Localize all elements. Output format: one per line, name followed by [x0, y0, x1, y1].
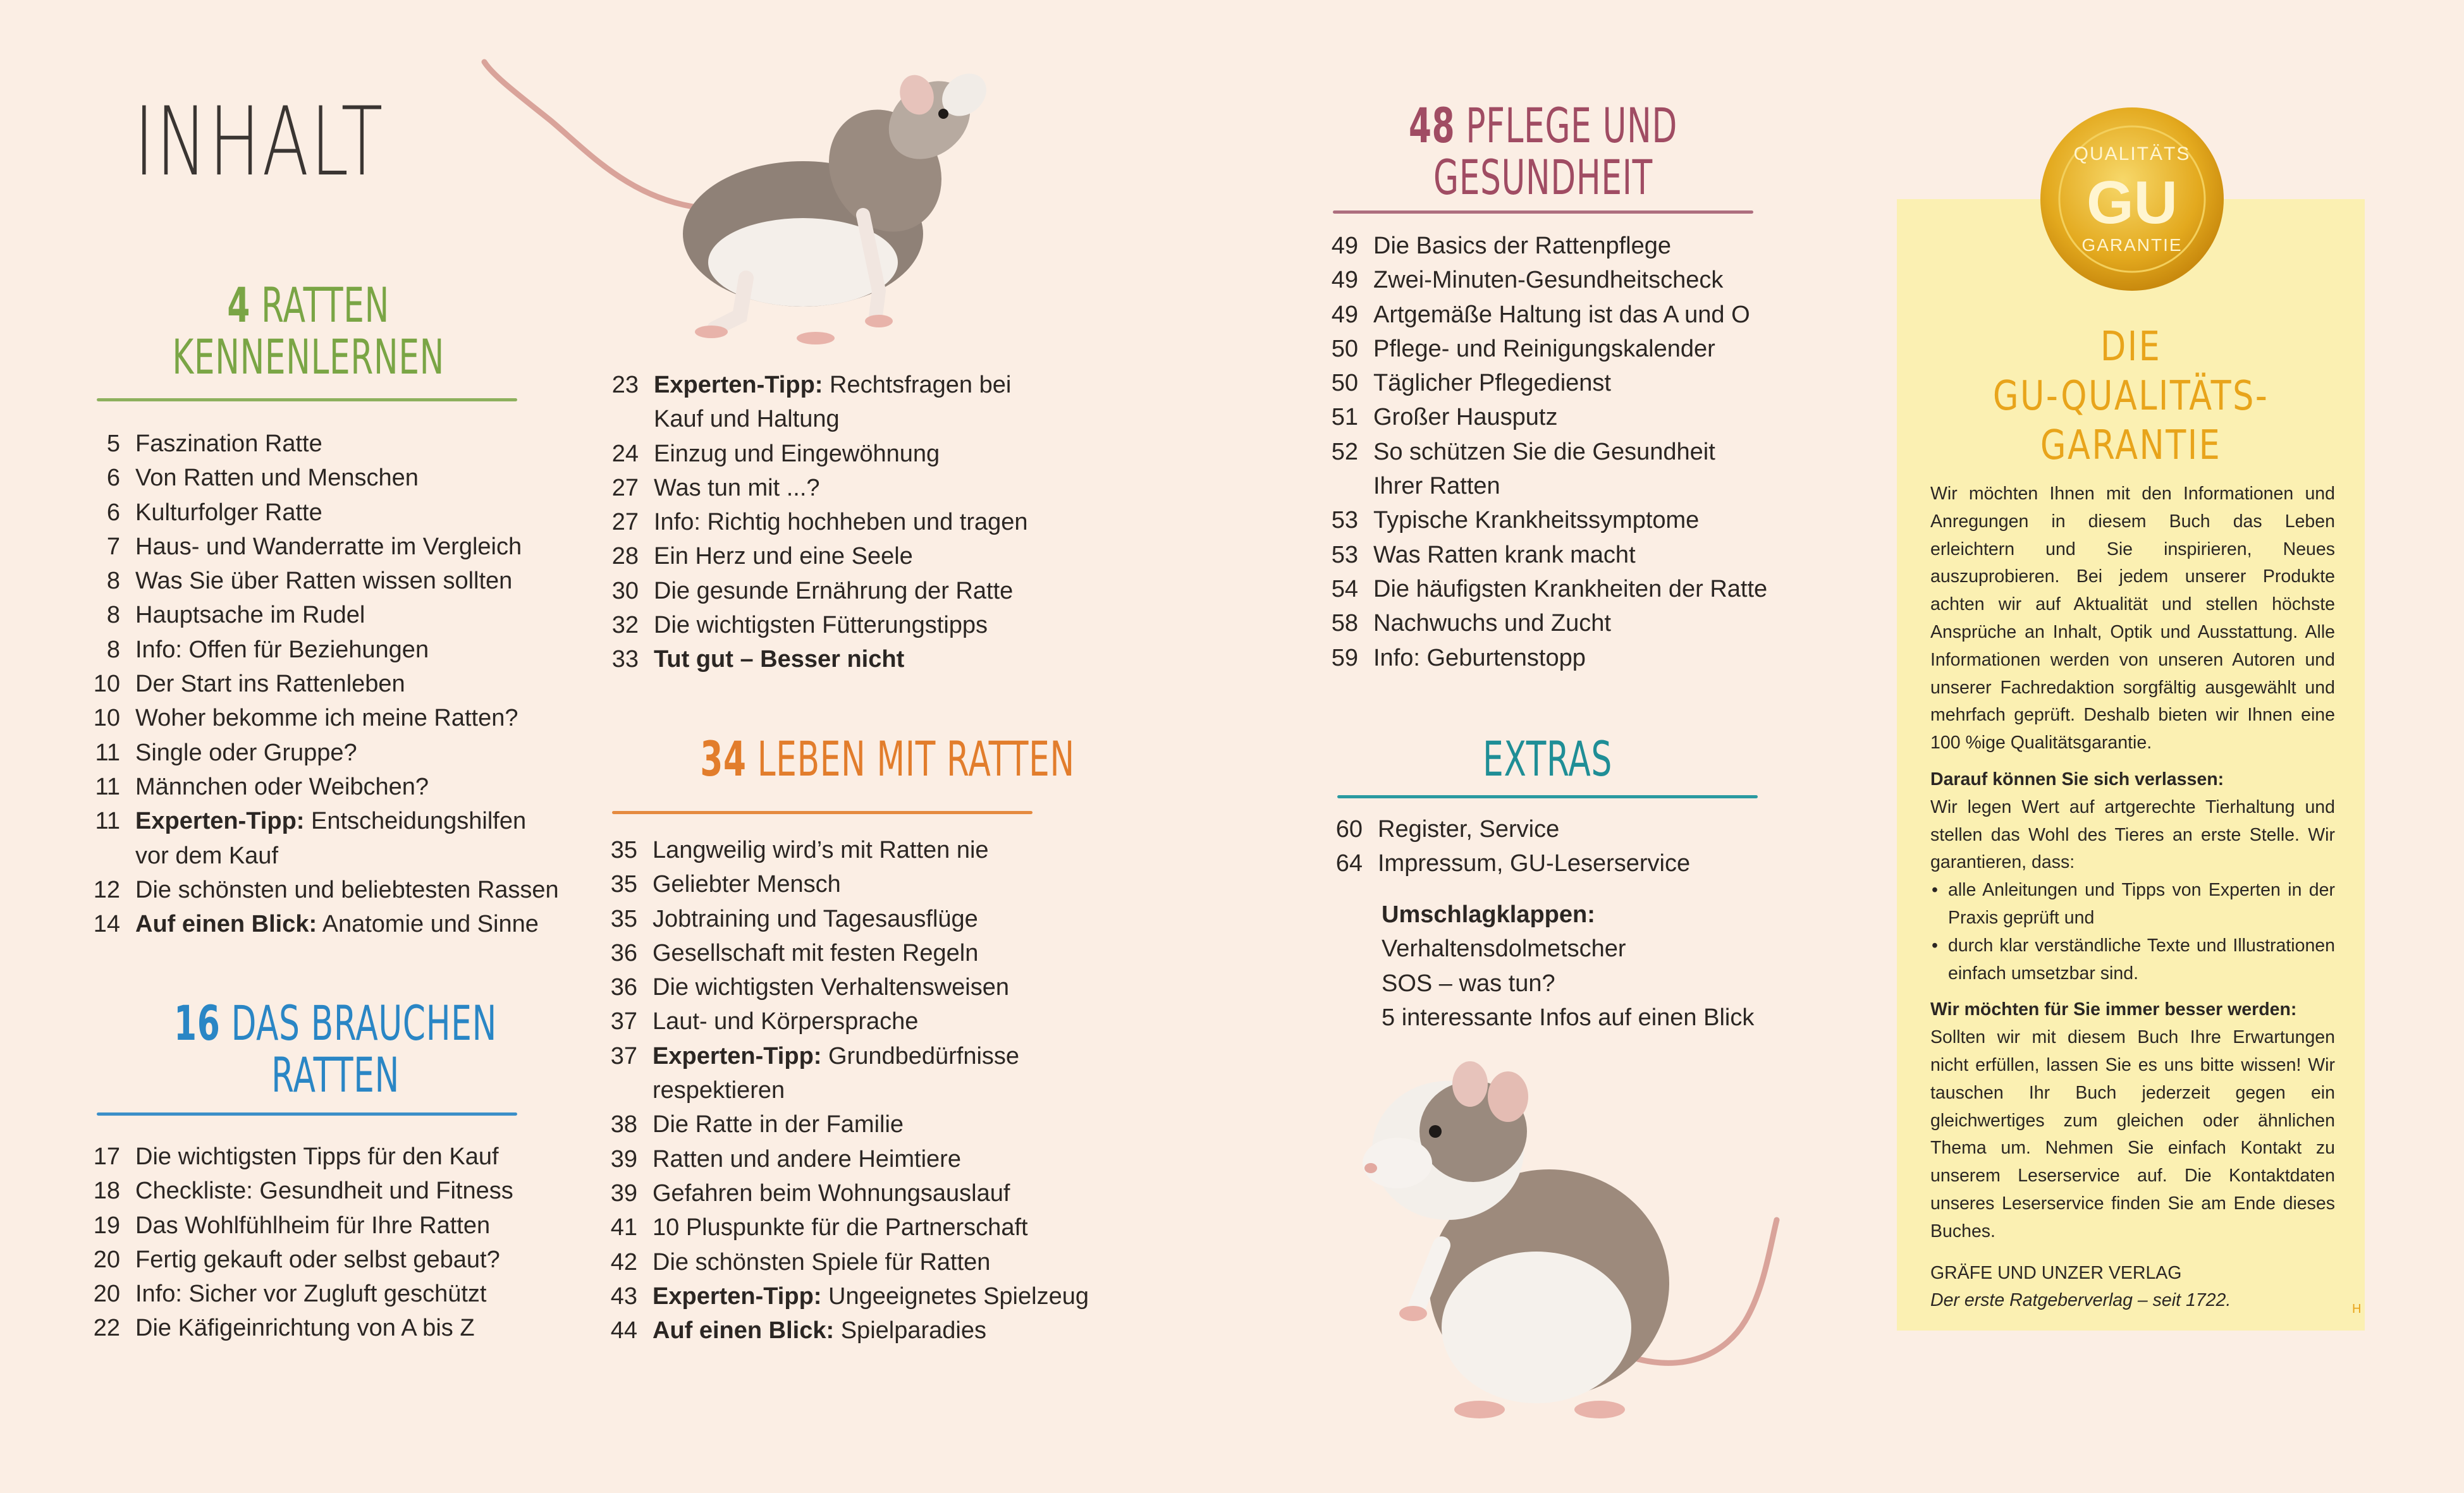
toc-entry-title: Nachwuchs und Zucht	[1373, 610, 1611, 637]
toc-entry-text	[135, 873, 569, 907]
toc-entry-text	[653, 1176, 1080, 1210]
toc-entry-text	[1373, 366, 1801, 400]
toc-entry-title: Zwei-Minuten-Gesundheitscheck	[1373, 267, 1724, 294]
toc-entry-label: Experten-Tipp:	[653, 1042, 822, 1069]
toc-page-number: 27	[611, 509, 639, 536]
toc-entry-title: Gesellschaft mit festen Regeln	[653, 939, 979, 966]
toc-entry-title: Rechtsfragen bei	[823, 372, 1012, 398]
toc-entry-text	[654, 505, 1088, 539]
toc-entry	[89, 736, 569, 770]
toc-entry-title: Laut- und Körpersprache	[653, 1008, 919, 1035]
toc-entry	[1320, 400, 1801, 434]
toc-entry-text	[135, 598, 569, 632]
toc-entry-text	[135, 736, 569, 770]
toc-entry-label: Experten-Tipp:	[653, 1283, 822, 1310]
toc-entry	[89, 804, 569, 873]
toc-entry-title: Was Sie über Ratten wissen sollten	[135, 568, 513, 595]
guarantee-intro: Wir möchten Ihnen mit den Informationen und Anregungen in diesem Buch das Leben erleichtern und Sie inspirieren, Neues auszuprobieren. Bei jedem unserer Produkte achten wir auf Aktualität und stellen höchste Ansprüche an Inhalt, Optik und Ausstattung. Alle Informationen werden von unseren Autoren und unserer Fachredaktion sorgfältig ausgewählt und mehrfach geprüft. Deshalb bieten wir Ihnen eine 100 %ige Qualitätsgarantie.	[1930, 484, 2335, 753]
toc-entry-title: Grundbedürfnisse	[821, 1042, 1020, 1069]
toc-entry	[1320, 298, 1801, 332]
toc-entry	[599, 1039, 1080, 1108]
toc-entry	[607, 437, 1088, 471]
toc-entry-text	[135, 461, 569, 495]
toc-entry-text	[135, 1174, 569, 1208]
toc-page-number: 8	[106, 568, 120, 595]
toc-entry-text	[1373, 332, 1801, 366]
toc-entry-text	[1373, 641, 1801, 675]
toc-entry-title: Haus- und Wanderratte im Vergleich	[135, 533, 522, 560]
toc-entry-text	[135, 427, 569, 461]
toc-entry-title: Info: Geburtenstopp	[1373, 644, 1586, 671]
toc-entry	[1320, 572, 1801, 606]
toc-entry	[89, 1174, 569, 1208]
toc-list-leben	[599, 833, 1089, 1348]
section-rule-brauchen	[97, 1112, 517, 1116]
rat-top-illustration	[474, 51, 1031, 354]
toc-page-number: 36	[610, 974, 637, 1001]
toc-entry-title: Faszination Ratte	[135, 430, 322, 457]
toc-entry-label: Experten-Tipp:	[135, 808, 305, 835]
section-heading-extras: EXTRAS	[1483, 731, 1612, 787]
toc-entry-text	[653, 867, 1080, 901]
toc-entry	[607, 642, 1088, 676]
toc-entry-title: Die Käfigeinrichtung von A bis Z	[135, 1315, 475, 1342]
toc-list-extras	[1325, 812, 1805, 881]
publisher-tagline: Der erste Ratgeberverlag – seit 1722.	[1930, 1290, 2231, 1311]
toc-page-number: 20	[93, 1246, 120, 1273]
toc-entry-title: Hauptsache im Rudel	[135, 602, 365, 629]
toc-entry	[89, 564, 569, 598]
toc-entry-text	[653, 833, 1080, 867]
toc-page-number: 59	[1331, 644, 1358, 671]
toc-page-number: 10	[93, 705, 120, 732]
toc-entry	[89, 770, 569, 804]
toc-page-number: 35	[610, 905, 637, 932]
cover-flap-item: Verhaltensdolmetscher	[1382, 935, 1626, 963]
toc-entry-label: Auf einen Blick:	[135, 911, 317, 938]
toc-page-number: 43	[610, 1283, 637, 1310]
guarantee-heading-1: Darauf können Sie sich verlassen:	[1930, 769, 2224, 789]
toc-entry-text	[653, 970, 1080, 1004]
toc-entry	[599, 1004, 1080, 1039]
toc-entry-text	[1373, 298, 1801, 332]
toc-entry	[89, 461, 569, 495]
page-title: INHALT	[134, 87, 385, 197]
side-mark: H	[2352, 1302, 2362, 1316]
toc-page-number: 49	[1331, 233, 1358, 259]
toc-page-number: 49	[1331, 267, 1358, 294]
toc-entry-title: Die schönsten Spiele für Ratten	[653, 1248, 991, 1276]
toc-entry-text	[653, 936, 1080, 970]
toc-entry-title: Die Ratte in der Familie	[653, 1111, 904, 1138]
toc-entry	[1325, 812, 1805, 846]
toc-entry-text	[654, 368, 1088, 437]
toc-entry-title: Ein Herz und eine Seele	[654, 543, 913, 570]
toc-page-number: 37	[610, 1042, 637, 1069]
toc-entry-text	[654, 437, 1088, 471]
toc-list-kennenlernen	[89, 427, 569, 941]
toc-entry-title: Die wichtigsten Verhaltensweisen	[653, 974, 1009, 1001]
toc-page-number: 38	[610, 1111, 637, 1138]
toc-entry-text	[1373, 572, 1801, 606]
toc-entry	[599, 936, 1080, 970]
toc-entry	[599, 1245, 1080, 1279]
toc-entry	[599, 902, 1080, 936]
toc-page-number: 7	[106, 533, 120, 560]
toc-page-number: 22	[93, 1315, 120, 1342]
toc-page-number: 60	[1335, 816, 1363, 843]
toc-page-number: 37	[610, 1008, 637, 1035]
toc-page-number: 51	[1331, 404, 1358, 431]
toc-entry-title: Jobtraining und Tagesausflüge	[653, 905, 978, 932]
toc-entry-text	[654, 539, 1088, 573]
toc-entry-text	[1373, 435, 1801, 504]
toc-page-number: 8	[106, 636, 120, 663]
toc-entry	[1320, 503, 1801, 537]
toc-entry	[599, 867, 1080, 901]
toc-entry	[1320, 641, 1801, 675]
toc-entry-title: Woher bekomme ich meine Ratten?	[135, 705, 518, 732]
toc-entry	[599, 1142, 1080, 1176]
toc-entry-title: Ungeeignetes Spielzeug	[821, 1283, 1089, 1310]
toc-entry-text	[653, 1142, 1080, 1176]
publisher-name: GRÄFE UND UNZER VERLAG	[1930, 1262, 2182, 1283]
toc-entry-text	[135, 1243, 569, 1277]
toc-entry-continuation: vor dem Kauf	[135, 842, 278, 869]
toc-entry-text	[135, 633, 569, 667]
toc-page-number: 11	[95, 739, 120, 766]
toc-entry-label: Auf einen Blick:	[653, 1317, 835, 1344]
cover-flap-item: 5 interessante Infos auf einen Blick	[1382, 1004, 1755, 1031]
toc-entry-text	[135, 530, 569, 564]
toc-entry	[89, 1311, 569, 1345]
toc-entry-text	[653, 1313, 1080, 1348]
toc-entry-continuation: Ihrer Ratten	[1373, 473, 1500, 500]
toc-entry-title: Single oder Gruppe?	[135, 739, 357, 766]
toc-entry-text	[135, 701, 569, 735]
toc-entry	[1320, 538, 1801, 572]
section-rule-kennenlernen	[97, 398, 517, 401]
toc-entry-text	[135, 667, 569, 701]
toc-entry	[599, 1313, 1080, 1348]
toc-entry-title: Register, Service	[1378, 816, 1560, 843]
toc-entry	[89, 1243, 569, 1277]
toc-entry-label: Experten-Tipp:	[654, 372, 823, 398]
toc-entry	[607, 608, 1088, 642]
toc-entry-text	[654, 642, 1088, 676]
toc-entry-title: Checkliste: Gesundheit und Fitness	[135, 1178, 513, 1205]
toc-entry-text	[653, 902, 1080, 936]
toc-page-number: 58	[1331, 610, 1358, 637]
toc-page-number: 42	[610, 1248, 637, 1276]
toc-page-number: 50	[1331, 370, 1358, 397]
toc-entry-title: Info: Sicher vor Zugluft geschützt	[135, 1281, 487, 1308]
toc-entry	[1320, 435, 1801, 504]
toc-entry-title: Entscheidungshilfen	[304, 808, 527, 835]
toc-page-number: 33	[611, 646, 639, 673]
toc-page-number: 18	[93, 1178, 120, 1205]
toc-page-number: 36	[610, 939, 637, 966]
toc-entry-title: So schützen Sie die Gesundheit	[1373, 438, 1715, 465]
toc-page-number: 54	[1331, 575, 1358, 602]
toc-entry-text	[653, 1039, 1080, 1108]
guarantee-paragraph-1: Wir legen Wert auf artgerechte Tierhaltung und stellen das Wohl des Tieres an erste Stelle. Wir garantieren, dass:	[1930, 796, 2335, 873]
toc-entry	[89, 1140, 569, 1174]
toc-entry	[599, 1279, 1089, 1313]
toc-entry-continuation: respektieren	[653, 1077, 785, 1104]
toc-entry-title: Der Start ins Rattenleben	[135, 671, 405, 698]
toc-entry	[89, 1209, 569, 1243]
toc-entry-text	[1373, 229, 1801, 263]
toc-entry-title: Einzug und Eingewöhnung	[654, 440, 940, 467]
toc-entry-title: Info: Richtig hochheben und tragen	[654, 509, 1028, 536]
toc-entry-text	[654, 574, 1088, 608]
toc-entry	[1320, 606, 1801, 640]
toc-entry-title: Langweilig wird’s mit Ratten nie	[653, 837, 989, 863]
section-rule-pflege	[1333, 210, 1753, 214]
toc-entry-title: Die wichtigsten Fütterungstipps	[654, 612, 988, 639]
toc-entry	[89, 907, 569, 941]
toc-page-number: 14	[93, 911, 120, 938]
toc-page-number: 35	[610, 871, 637, 898]
toc-entry	[89, 530, 569, 564]
toc-page-number: 10	[93, 671, 120, 698]
toc-page-number: 30	[611, 577, 639, 604]
toc-entry-title: Artgemäße Haltung ist das A und O	[1373, 301, 1750, 328]
toc-entry	[1325, 846, 1805, 881]
section-rule-extras	[1337, 795, 1758, 798]
toc-entry	[89, 873, 569, 907]
toc-entry	[89, 496, 569, 530]
toc-entry-title: Geliebter Mensch	[653, 871, 841, 898]
toc-entry-text	[1378, 812, 1805, 846]
toc-page-number: 44	[610, 1317, 637, 1344]
toc-page-number: 11	[95, 808, 120, 835]
toc-entry-title: Impressum, GU-Leserservice	[1378, 850, 1691, 877]
toc-entry-title: Die Basics der Rattenpflege	[1373, 233, 1672, 259]
toc-page-number: 35	[610, 837, 637, 863]
toc-entry-text	[135, 907, 569, 941]
toc-page-number: 28	[611, 543, 639, 570]
toc-entry	[607, 574, 1088, 608]
toc-page-number: 49	[1331, 301, 1358, 328]
toc-entry-text	[653, 1210, 1080, 1245]
toc-entry-text	[1373, 503, 1801, 537]
toc-entry-title: Typische Krankheitssymptome	[1373, 507, 1700, 534]
toc-entry	[607, 539, 1088, 573]
toc-entry	[89, 633, 569, 667]
toc-list-brauchen-continued	[607, 368, 1088, 677]
toc-page-number: 50	[1331, 335, 1358, 362]
toc-entry-title: Die schönsten und beliebtesten Rassen	[135, 876, 559, 903]
toc-page-number: 39	[610, 1145, 637, 1173]
toc-entry	[607, 368, 1088, 437]
toc-list-brauchen	[89, 1140, 569, 1346]
toc-entry-text	[653, 1107, 1080, 1142]
toc-page-number: 23	[611, 372, 639, 398]
toc-entry-text	[135, 770, 569, 804]
section-heading-brauchen: 16 DAS BRAUCHEN RATTEN	[174, 995, 497, 1103]
guarantee-title: DIE GU-QUALITÄTS- GARANTIE	[1992, 324, 2269, 469]
toc-entry-continuation: Kauf und Haltung	[654, 406, 840, 433]
toc-entry-title: Spielparadies	[834, 1317, 986, 1344]
guarantee-bullet: • durch klar verständliche Texte und Illustrationen einfach umsetzbar sind.	[1948, 932, 2335, 988]
toc-page-number: 17	[93, 1143, 120, 1170]
toc-page-number: 11	[95, 773, 120, 800]
toc-entry	[599, 1107, 1080, 1142]
toc-entry	[607, 505, 1088, 539]
toc-page-number: 5	[106, 430, 120, 457]
toc-entry-text	[135, 1311, 569, 1345]
toc-entry-text	[1373, 538, 1801, 572]
toc-list-pflege	[1320, 229, 1801, 675]
toc-entry-title: Großer Hausputz	[1373, 404, 1558, 431]
toc-entry-title: Die gesunde Ernährung der Ratte	[654, 577, 1014, 604]
toc-page-number: 64	[1335, 850, 1363, 877]
toc-page-number: 52	[1331, 438, 1358, 465]
section-rule-leben	[612, 811, 1033, 814]
svg-text:GARANTIE: GARANTIE	[2081, 235, 2183, 255]
toc-entry-title: Die häufigsten Krankheiten der Ratte	[1373, 575, 1768, 602]
guarantee-bullet: • alle Anleitungen und Tipps von Experten in der Praxis geprüft und	[1948, 877, 2335, 932]
toc-entry-text	[135, 1209, 569, 1243]
section-heading-pflege: 48 PFLEGE UND GESUNDHEIT	[1409, 97, 1677, 205]
toc-page-number: 20	[93, 1281, 120, 1308]
cover-flaps-label: Umschlagklappen:	[1382, 901, 1595, 928]
toc-page-number: 53	[1331, 541, 1358, 568]
toc-entry-text	[653, 1004, 1080, 1039]
toc-entry-title: Die wichtigsten Tipps für den Kauf	[135, 1143, 499, 1170]
toc-entry-title: Kulturfolger Ratte	[135, 499, 322, 526]
toc-entry-text	[654, 471, 1088, 505]
toc-entry-text	[135, 564, 569, 598]
toc-page-number: 6	[106, 465, 120, 492]
toc-page-number: 41	[610, 1214, 637, 1241]
toc-page-number: 39	[610, 1179, 637, 1207]
quality-seal-icon	[2037, 104, 2227, 294]
toc-entry-title: Info: Offen für Beziehungen	[135, 636, 429, 663]
toc-entry	[607, 471, 1088, 505]
toc-entry	[1320, 366, 1801, 400]
cover-flap-item: SOS – was tun?	[1382, 970, 1555, 997]
guarantee-heading-2: Wir möchten für Sie immer besser werden:	[1930, 999, 2297, 1020]
toc-entry-title: Pflege- und Reinigungskalender	[1373, 335, 1715, 362]
toc-entry-title: Ratten und andere Heimtiere	[653, 1145, 961, 1173]
toc-entry-text	[135, 496, 569, 530]
toc-entry-text	[1373, 263, 1801, 297]
toc-entry-title: Täglicher Pflegedienst	[1373, 370, 1611, 397]
toc-entry-title: Das Wohlfühlheim für Ihre Ratten	[135, 1212, 491, 1239]
toc-entry-text	[653, 1245, 1080, 1279]
toc-entry-text	[653, 1279, 1089, 1313]
toc-page-number: 24	[611, 440, 639, 467]
toc-entry	[89, 598, 569, 632]
toc-entry	[599, 970, 1080, 1004]
toc-entry	[599, 1210, 1080, 1245]
rat-bottom-illustration	[1334, 1056, 1903, 1435]
toc-entry-title: Was tun mit ...?	[654, 474, 820, 501]
toc-entry-text	[135, 1140, 569, 1174]
toc-page-number: 12	[93, 876, 120, 903]
toc-entry	[89, 667, 569, 701]
toc-entry	[1320, 263, 1801, 297]
guarantee-text	[1930, 480, 2335, 1315]
toc-entry	[1320, 229, 1801, 263]
toc-entry-text	[135, 1277, 569, 1311]
section-heading-kennenlernen: 4 RATTEN KENNENLERNEN	[172, 277, 444, 385]
toc-page-number: 6	[106, 499, 120, 526]
toc-entry-text	[654, 608, 1088, 642]
svg-text:GU: GU	[2087, 169, 2178, 236]
svg-text:QUALITÄTS: QUALITÄTS	[2073, 143, 2191, 164]
toc-page-number: 27	[611, 474, 639, 501]
toc-entry-text	[135, 804, 569, 873]
toc-entry	[89, 701, 569, 735]
toc-entry-title: Fertig gekauft oder selbst gebaut?	[135, 1246, 500, 1273]
guarantee-paragraph-2: Sollten wir mit diesem Buch Ihre Erwartungen nicht erfüllen, lassen Sie es uns bitte wissen! Wir tauschen Ihr Buch jederzeit gegen ein gleichwertiges zum gleichen oder ähnlichen Thema um. Nehmen Sie einfach Kontakt zu unserem Leserservice auf. Die Kontaktdaten unseres Leserservice finden Sie am Ende dieses Buches.	[1930, 1027, 2335, 1241]
toc-page-number: 19	[93, 1212, 120, 1239]
guarantee-bullet-list	[1930, 877, 2335, 987]
toc-page-number: 53	[1331, 507, 1358, 534]
toc-entry	[89, 1277, 569, 1311]
toc-entry	[89, 427, 569, 461]
toc-entry	[599, 833, 1080, 867]
cover-flaps-block	[1382, 898, 1862, 1035]
toc-entry-text	[1373, 606, 1801, 640]
toc-entry-text	[1373, 400, 1801, 434]
toc-entry-title: 10 Pluspunkte für die Partnerschaft	[653, 1214, 1028, 1241]
toc-entry-title: Männchen oder Weibchen?	[135, 773, 429, 800]
toc-entry	[599, 1176, 1080, 1210]
toc-entry-title: Von Ratten und Menschen	[135, 465, 419, 492]
toc-entry-title: Anatomie und Sinne	[317, 911, 539, 938]
section-heading-leben: 34 LEBEN MIT RATTEN	[700, 731, 1075, 787]
toc-entry-title: Gefahren beim Wohnungsauslauf	[653, 1179, 1010, 1207]
toc-entry	[1320, 332, 1801, 366]
toc-entry-title: Was Ratten krank macht	[1373, 541, 1636, 568]
toc-page-number: 32	[611, 612, 639, 639]
toc-page-number: 8	[106, 602, 120, 629]
toc-entry-text	[1378, 846, 1805, 881]
toc-entry-label: Tut gut – Besser nicht	[654, 646, 905, 673]
